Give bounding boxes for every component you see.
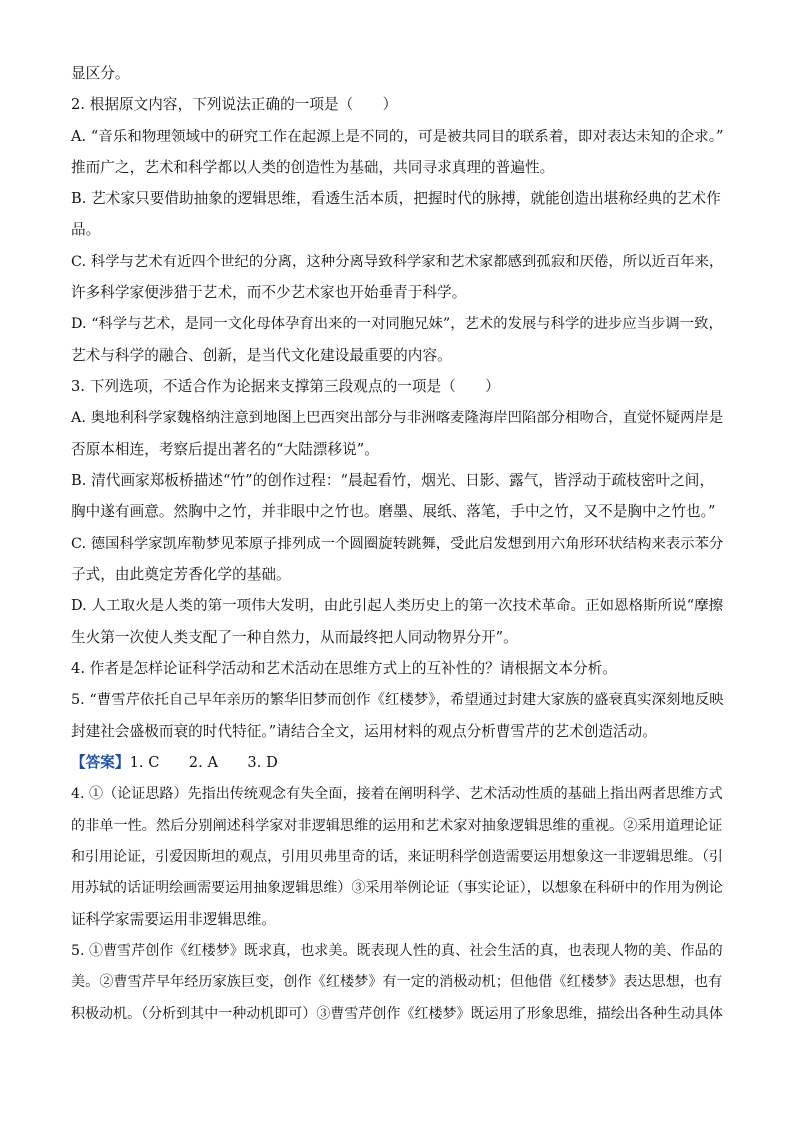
question-2-option-c: C. 科学与艺术有近四个世纪的分离，这种分离导致科学家和艺术家都感到孤寂和厌倦，所以近百年来， (71, 254, 724, 270)
text-line: 许多科学家便涉猎于艺术，而不少艺术家也开始垂青于科学。 (71, 284, 467, 301)
analysis-line: 用苏轼的话证明绘画需要运用抽象逻辑思维）③采用举例论证（事实论证），以想象在科研中的作用为例论 (71, 880, 723, 896)
question-4-stem: 4. 作者是怎样论证科学活动和艺术活动在思维方式上的互补性的？请根据文本分析。 (71, 660, 617, 677)
text-line: 封建社会盛极而衰的时代特征。”请结合全文，运用材料的观点分析曹雪芹的艺术创造活动。 (71, 723, 657, 740)
text-line: 推而广之，艺术和科学都以人类的创造性为基础，共同寻求真理的普遍性。 (71, 159, 555, 176)
question-2-option-a: A. “音乐和物理领域中的研究工作在起源上是不同的，可是被共同目的联系着，即对表达未知的企求。” (71, 129, 724, 145)
text-line: 子式，由此奠定芳香化学的基础。 (71, 566, 291, 583)
question-5-stem: 5. “曹雪芹依托自己早年亲历的繁华旧梦而创作《红楼梦》，希望通过封建大家族的盛衰真实深刻地反映 (71, 692, 724, 708)
answer-text: 1. C 2. A 3. D (129, 754, 278, 771)
text-line: 艺术与科学的融合、创新，是当代文化建设最重要的内容。 (71, 347, 452, 364)
analysis-line: 5. ①曹雪芹创作《红楼梦》既求真，也求美。既表现人性的真、社会生活的真，也表现人物的美、作品的 (71, 943, 723, 959)
text-line: 品。 (71, 221, 101, 238)
text-line: 否原本相连，考察后提出著名的“大陆漂移说”。 (71, 441, 379, 458)
text-line: 显区分。 (71, 65, 130, 82)
text-line: 生火第一次使人类支配了一种自然力，从而最终把人同动物界分开”。 (71, 629, 518, 646)
question-3-option-c: C. 德国科学家凯库勒梦见苯原子排列成一个圆圈旋转跳舞，受此启发想到用六角形环状结构来表示苯分 (71, 536, 724, 552)
analysis-line: 证科学家需要运用非逻辑思维。 (71, 911, 277, 928)
question-3-option-a: A. 奥地利科学家魏格纳注意到地图上巴西突出部分与非洲喀麦隆海岸凹陷部分相吻合，直觉怀疑两岸是 (71, 410, 724, 426)
answer-line (71, 753, 278, 773)
analysis-line: 4. ①（论证思路）先指出传统观念有失全面，接着在阐明科学、艺术活动性质的基础上指出两者思维方式 (71, 786, 723, 802)
analysis-line: 和引用论证，引爱因斯坦的观点，引用贝弗里奇的话，来证明科学创造需要运用想象这一非逻辑思维。（引 (71, 849, 723, 865)
question-2-option-d: D. “科学与艺术，是同一文化母体孕育出来的一对同胞兄妹”，艺术的发展与科学的进步应当步调一致， (71, 316, 723, 332)
question-3-option-b: B. 清代画家郑板桥描述“竹”的创作过程：“晨起看竹，烟光、日影、露气，皆浮动于疏枝密叶之间， (71, 472, 715, 489)
question-3-option-d: D. 人工取火是人类的第一项伟大发明，由此引起人类历史上的第一次技术革命。正如恩格斯所说“摩擦 (71, 598, 724, 614)
analysis-line: 积极动机。（分析到其中一种动机即可）③曹雪芹创作《红楼梦》既运用了形象思维，描绘出各种生动具体 (71, 1006, 723, 1022)
question-2-stem: 2. 根据原文内容，下列说法正确的一项是（ ） (71, 96, 398, 113)
analysis-line: 的非单一性。然后分别阐述科学家对非逻辑思维的运用和艺术家对抽象逻辑思维的重视。②采用道理论证 (71, 818, 723, 834)
analysis-line: 美。②曹雪芹早年经历家族巨变，创作《红楼梦》有一定的消极动机；但他借《红楼梦》表达思想，也有 (71, 974, 723, 990)
text-line: 胸中遂有画意。然胸中之竹，并非眼中之竹也。磨墨、展纸、落笔，手中之竹，又不是胸中之竹也。” (71, 503, 716, 520)
question-2-option-b: B. 艺术家只要借助抽象的逻辑思维，看透生活本质，把握时代的脉搏，就能创造出堪称经典的艺术作 (71, 190, 721, 207)
question-3-stem: 3. 下列选项，不适合作为论据来支撑第三段观点的一项是（ ） (71, 378, 500, 395)
answer-tag: 【答案】 (71, 754, 130, 771)
